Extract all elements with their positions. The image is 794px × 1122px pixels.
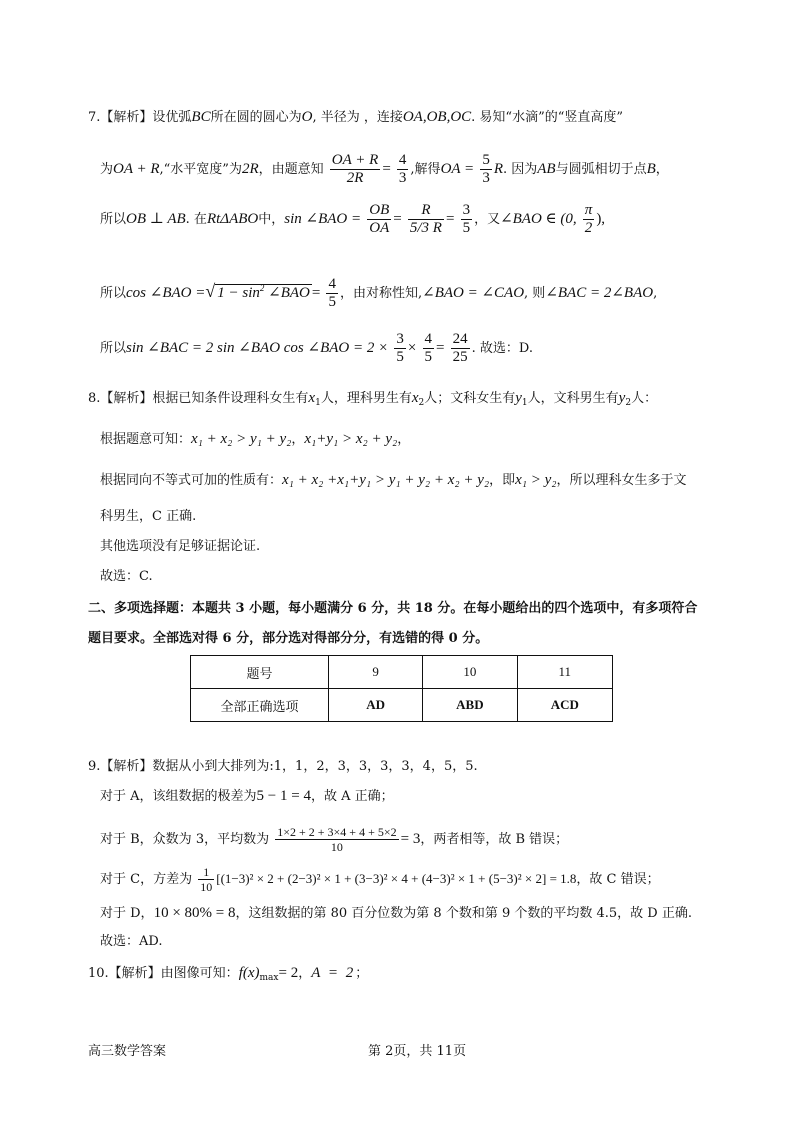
numerator: 4 [398,152,407,168]
q8-line-4: 科男生，C 正确. [100,509,197,524]
math-cos-bao: cos ∠BAO = [126,285,206,301]
q7-text: . 易知“水滴”的“竖直高度” [471,110,624,125]
math-range: 5 − 1 = 4 [256,788,311,804]
numerator: 3 [396,331,404,347]
q8-text: 根据题意可知： [100,432,192,447]
q9-text: 对于 B，众数为 3，平均数为 [100,832,270,847]
q9-line-2 [100,787,394,806]
times: × [407,340,417,356]
math-ab: AB [537,161,556,177]
math-sin-bao: sin ∠BAO = [284,211,362,227]
q8-line-2 [100,430,410,449]
math-oa-eq: OA = [440,161,475,177]
sqrt-icon: √ [205,281,216,301]
q8-text: ，所以理科女生多于文 [556,473,687,488]
q7-text: 与圆弧相切于点 [555,162,647,177]
math-b: B [646,161,656,177]
q8-text: 人，文科男生有 [527,391,619,406]
q7-line-4 [100,276,657,311]
math-variance: [(1−3)² × 2 + (2−3)² × 1 + (3−3)² × 4 + (4−3)² × 1 + (5−3)² × 2] = 1.8 [216,871,577,886]
table-cell: 全部正确选项 [191,689,329,722]
numerator: 4 [328,276,336,292]
table-row [191,656,613,689]
math-rt-triangle: RtΔABO [206,211,259,227]
math-oa-plus-r: OA + R [113,161,160,177]
math-y: y [618,390,626,406]
math-oa-ob-oc: OA,OB,OC [402,109,472,125]
q8-text: ，即 [489,473,516,488]
fraction-pi-2 [583,202,595,237]
equals: = [436,340,445,356]
q8-text: ， [291,432,305,447]
denominator: 10 [200,880,213,894]
numerator: OB [369,202,390,218]
q7-text: 所以 [100,286,127,301]
q7-text: . 因为 [502,162,538,177]
q9-text: 对于 D， [100,906,154,921]
q9-line-5 [100,904,692,923]
subscript: 1 [315,398,321,408]
q9-answer: 故选：AD. [100,934,163,949]
fraction-4-5 [326,276,338,311]
sqrt-radicand [215,284,312,301]
denominator: 2 [584,220,593,236]
q8-line-1 [88,389,657,412]
denominator: 3 [398,170,407,186]
numerator: 24 [452,331,468,347]
fraction-r-5-3r [408,202,444,237]
q9-text: ，两者相等，故 B 错误； [420,832,569,847]
numerator: π [584,202,593,218]
fraction-mean [275,825,398,854]
denominator: 5 [328,294,336,310]
fraction-5-3 [480,152,492,187]
q10-line-1 [88,964,368,987]
math-ineq-1: x₁ + x₂ > y₁ + y₂ [191,431,292,447]
fraction-1-10 [198,865,214,894]
q8-text: 人： [631,391,658,406]
fraction-4-5 [423,331,435,366]
equals: = [311,285,321,301]
denominator: 5 [396,349,404,365]
denominator: 2R [346,170,364,186]
fraction-ob-oa [367,202,391,237]
subscript: 2 [625,398,632,408]
answer-table [190,655,613,722]
fraction-oar-2r [330,152,381,187]
section-heading-cont: 题目要求。全部选对得 6 分，部分选对得部分分，有选错的得 0 分。 [88,631,489,646]
q8-line-5: 其他选项没有足够证据论证. [100,539,261,554]
fraction-4-3 [397,152,409,187]
math-arc-bc: BC [191,109,211,125]
equals: = [382,161,391,177]
q10-text: 10.【解析】由图像可知： [88,966,239,981]
fraction-3-5 [394,331,406,366]
numerator: 1×2 + 2 + 3×4 + 4 + 5×2 [277,825,397,839]
math-ineq-result: x₁ > y₂ [515,472,557,488]
table-cell: AD [329,689,423,722]
q8-line-3 [100,471,687,490]
q8-text: ， [397,432,411,447]
radicand-text: 1 − sin [217,285,260,301]
numerator: OA + R [331,152,379,168]
q9-line-4 [100,865,660,894]
math-x-paren: (x) [242,965,260,981]
numerator: 4 [424,331,432,347]
q9-line-1: 9.【解析】数据从小到大排列为:1，1，2，3，3，3，3，4，5，5. [88,759,478,774]
q7-text: 7.【解析】设优弧 [88,110,192,125]
equals: = [445,211,455,227]
table-header-cell: 11 [517,656,612,689]
q8-text: 人，理科男生有 [320,391,412,406]
denominator: 5 [462,220,471,236]
fraction-3-5 [461,202,473,237]
table-header-cell: 9 [329,656,423,689]
math-f: f [238,965,243,981]
q7-text: ， [655,162,669,177]
subscript: 2 [418,398,425,408]
radicand-text: ∠BAO [264,285,310,301]
q7-text: 所以 [100,341,127,356]
page-number: 第 2页，共 11页 [368,1044,467,1059]
close-paren: ), [596,211,606,227]
denominator: 25 [452,349,468,365]
math-bac-eq: ∠BAC = 2∠BAO [545,285,654,301]
table-row [191,689,613,722]
q7-text: , [653,286,658,301]
math-ineq-2: x₁+y₁ > x₂ + y₂ [304,431,398,447]
numerator: R [408,202,444,220]
math-2r: 2R [241,161,259,177]
q7-line-1 [88,108,623,127]
subscript-max: max [259,973,279,983]
math-bao-eq-cao: ∠BAO = ∠CAO [422,285,525,301]
equals: = [393,211,402,227]
math-ob-perp-ab: OB ⊥ AB [126,211,186,227]
denominator: 5/3 R [409,220,442,236]
q7-line-5 [100,331,533,366]
q7-text: 所以 [100,212,127,227]
numerator: 5 [482,152,490,168]
q7-text: 为 [100,162,114,177]
q7-answer: . 故选：D. [471,341,533,356]
q7-text: ,“水平宽度”为 [159,162,242,177]
q10-text: ， [298,966,312,981]
math-bao-range: ∠BAO ∈ (0, [500,211,577,227]
q8-text: 人；文科女生有 [424,391,516,406]
math-a-eq-2: A = 2 [311,965,356,981]
math-mean: = 3 [400,831,421,847]
math-ineq-sum: x₁ + x₂ +x₁+y₁ > y₁ + y₂ + x₂ + y₂ [282,472,490,488]
math-eq-2: = 2 [278,965,299,981]
math-o: O [301,109,313,125]
q7-text: ，由对称性知, [339,286,423,301]
q7-line-3 [100,202,605,237]
table-cell: ABD [423,689,517,722]
q10-text: ； [355,966,369,981]
q7-text: . 在 [185,212,207,227]
math-y: y [515,390,522,406]
table-cell: ACD [517,689,612,722]
math-r: R [493,161,503,177]
denominator: OA [369,220,390,236]
math-x: x [411,390,419,406]
q9-text: ，故 C 错误； [576,872,660,887]
q7-text: , 则 [524,286,546,301]
section-heading: 二、多项选择题：本题共 3 小题，每小题满分 6 分，共 18 分。在每小题给出的四个选项中，有多项符合 [88,601,698,616]
q9-text: ，故 A 正确； [310,789,394,804]
q9-text: ，这组数据的第 80 百分位数为第 8 个数和第 9 个数的平均数 4.5，故 D 正确. [235,906,692,921]
q9-line-3 [100,825,568,854]
numerator: 3 [462,202,471,218]
q7-text: ,解得 [410,162,441,177]
denominator: 10 [330,840,343,854]
math-percentile: 10 × 80% = 8 [153,905,236,921]
exponent: 2 [259,283,265,293]
q8-answer: 故选：C. [100,569,153,584]
table-header-cell: 10 [423,656,517,689]
math-x: x [308,390,316,406]
q9-text: 对于 A，该组数据的极差为 [100,789,257,804]
q7-text: 中， [258,212,285,227]
q7-text: ，又 [474,212,501,227]
q7-text: ，由题意知 [258,162,324,177]
q8-text: 8.【解析】根据已知条件设理科女生有 [88,391,309,406]
table-header-cell: 题号 [191,656,329,689]
fraction-24-25 [451,331,470,366]
numerator: 1 [198,865,214,880]
q8-text: 根据同向不等式可加的性质有： [100,473,283,488]
q9-text: 对于 C，方差为 [100,872,193,887]
q7-text: , 半径为 ，连接 [312,110,403,125]
q7-line-2 [100,152,669,187]
q7-text: 所在圆的圆心为 [210,110,302,125]
math-sin-bac: sin ∠BAC = 2 sin ∠BAO cos ∠BAO = 2 × [126,340,389,356]
footer-title: 高三数学答案 [88,1044,167,1059]
denominator: 3 [482,170,490,186]
denominator: 5 [424,349,432,365]
subscript: 1 [521,398,528,408]
